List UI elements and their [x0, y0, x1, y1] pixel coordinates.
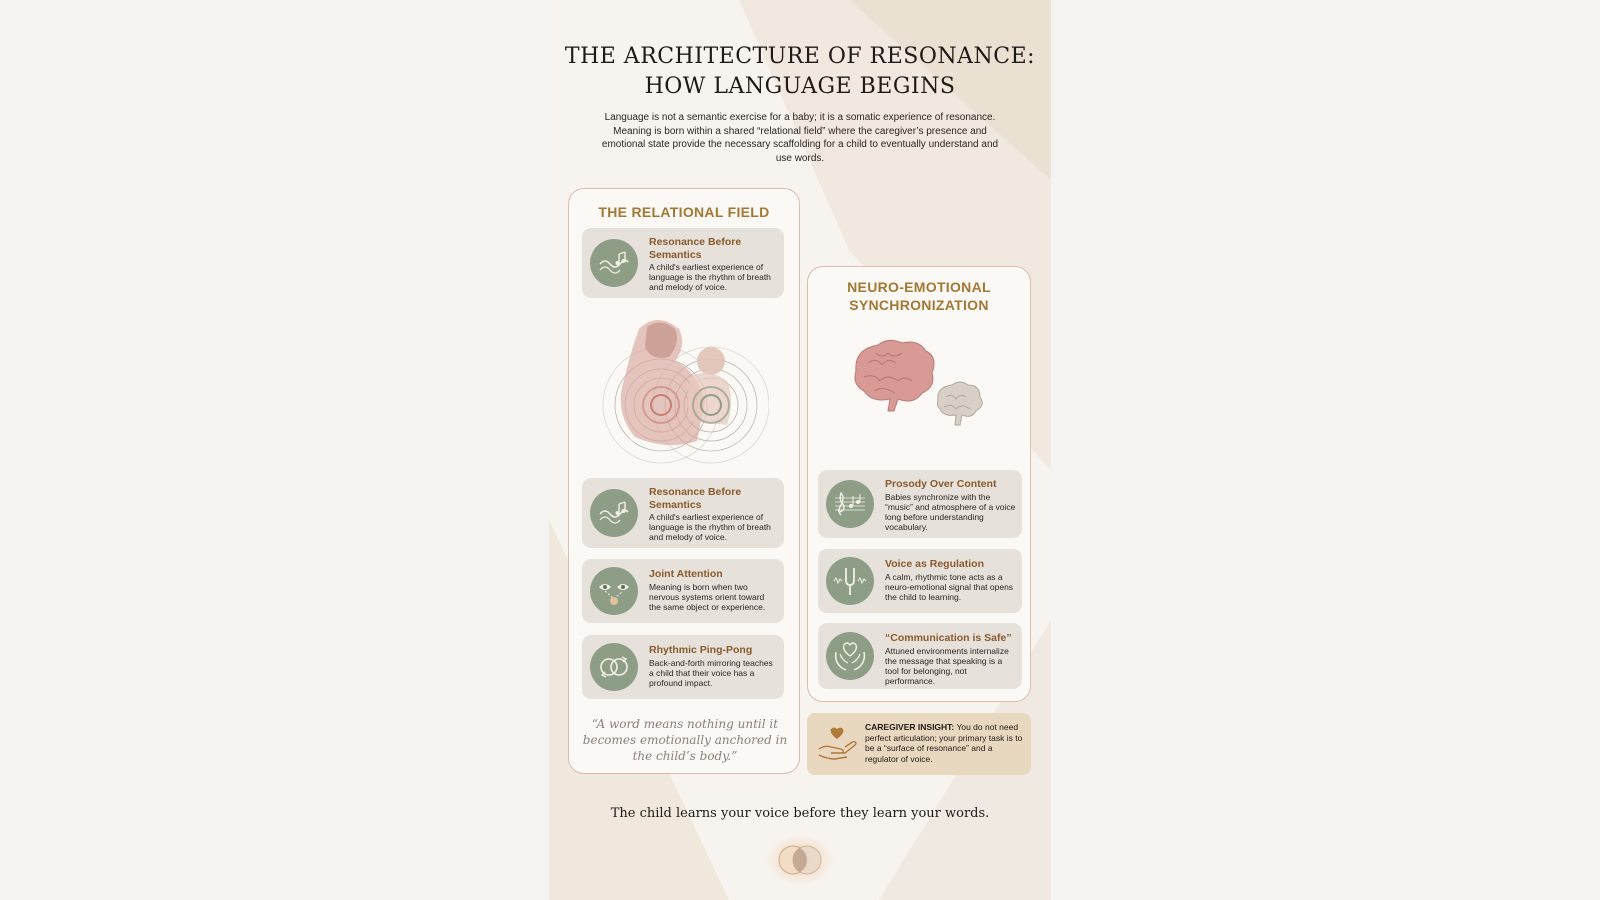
- item-title: Rhythmic Ping-Pong: [649, 644, 753, 656]
- synchronization-heading: NEURO-EMOTIONAL SYNCHRONIZATION: [847, 279, 991, 313]
- item-title: Prosody Over Content: [885, 478, 997, 490]
- item-description: Meaning is born when two nervous systems orient toward the same object or experience.: [649, 582, 766, 612]
- item-title: Resonance Before Semantics: [649, 486, 742, 511]
- item-description: A child's earliest experience of language is the rhythm of breath and melody of voice.: [649, 512, 771, 542]
- item-description: Babies synchronize with the “music” and atmosphere of a voice long before understanding vocabulary.: [885, 492, 1016, 532]
- page-title: [549, 42, 1051, 102]
- caregiver-insight-box: [807, 713, 1031, 775]
- list-item: [818, 470, 1022, 538]
- title-line-1: THE ARCHITECTURE OF RESONANCE:: [564, 44, 1036, 69]
- music-staff-icon: [826, 480, 874, 528]
- footer-tagline: The child learns your voice before they learn your words.: [610, 806, 990, 821]
- heart-hand-icon: [817, 725, 857, 763]
- intro-paragraph: Language is not a semantic exercise for a baby; it is a somatic experience of resonance. Meaning is born within a shared “relational field” where the caregiver’s presence and emotional state provide the necessary scaffolding for a child to eventually understand and use words.: [601, 112, 999, 164]
- item-title: Joint Attention: [649, 568, 723, 580]
- title-line-2: HOW LANGUAGE BEGINS: [644, 74, 956, 99]
- list-item: [818, 623, 1022, 689]
- synchronization-card: [807, 266, 1031, 702]
- quote: “A word means nothing until it becomes emotionally anchored in the child’s body.”: [582, 717, 788, 763]
- mother-child-resonance-illustration: [599, 309, 769, 469]
- item-description: A child's earliest experience of language is the rhythm of breath and melody of voice.: [649, 262, 771, 292]
- relational-field-card: [568, 188, 800, 774]
- item-description: Back-and-forth mirroring teaches a child that their voice has a profound impact.: [649, 658, 773, 688]
- list-item: [582, 559, 784, 623]
- overlapping-circles-logo: [765, 834, 835, 886]
- music-wave-icon: [590, 239, 638, 287]
- infographic-poster: [549, 0, 1051, 900]
- item-title: Resonance Before Semantics: [649, 236, 742, 261]
- item-title: Voice as Regulation: [885, 558, 984, 570]
- list-item: [818, 549, 1022, 613]
- insight-text: [865, 722, 1023, 764]
- tuning-fork-icon: [826, 557, 874, 605]
- item-description: Attuned environments internalize the message that speaking is a tool for belonging, not performance.: [885, 646, 1009, 686]
- relational-field-heading: THE RELATIONAL FIELD: [598, 204, 770, 220]
- list-item: [582, 635, 784, 699]
- music-wave-icon: [590, 489, 638, 537]
- heart-hands-icon: [826, 632, 874, 680]
- eyes-icon: [590, 567, 638, 615]
- item-description: A calm, rhythmic tone acts as a neuro-emotional signal that opens the child to learning.: [885, 572, 1014, 602]
- list-item: [582, 228, 784, 298]
- brains-illustration: [846, 339, 996, 439]
- insight-body: You do not need perfect articulation; your primary task is to be a “surface of resonance” and a regulator of voice.: [865, 722, 1023, 764]
- cycle-arrows-icon: [590, 643, 638, 691]
- insight-label: CAREGIVER INSIGHT:: [865, 722, 955, 732]
- item-title: “Communication is Safe”: [885, 632, 1012, 644]
- list-item: [582, 478, 784, 548]
